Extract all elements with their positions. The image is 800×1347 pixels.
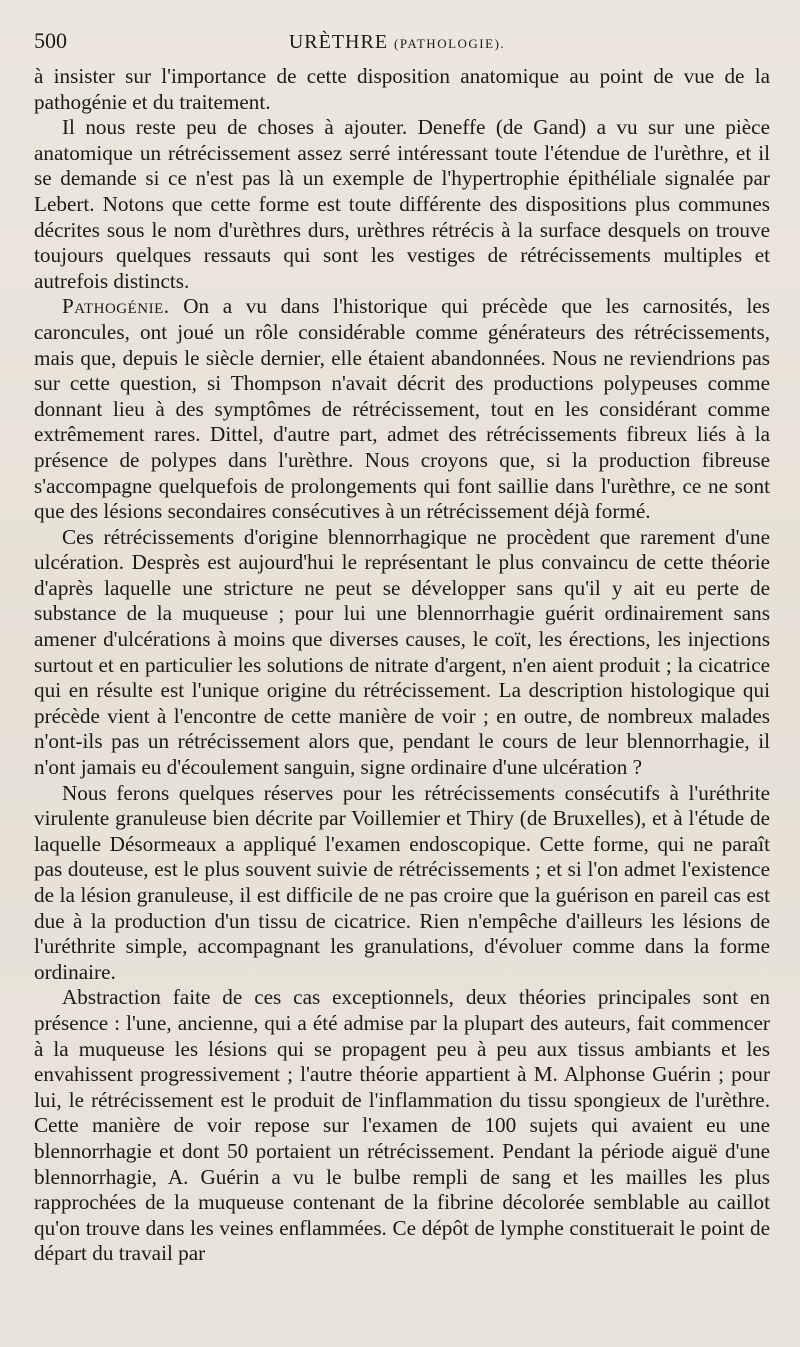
page-number: 500 <box>34 28 67 53</box>
running-title <box>104 31 770 54</box>
running-title-main: URÈTHRE <box>288 31 389 53</box>
running-head <box>34 28 770 64</box>
paragraph-6: Abstraction faite de ces cas exceptionnels, deux théories principales sont en présence : l'une, ancienne, qui a été admise par la plupart des auteurs, fait commencer à la muqueuse les lésions qui se propagent peu à peu aux tissus ambiants et les envahissent progressivement ; l'autre théorie appartient à M. Alphonse Guérin ; pour lui, le rétrécissement est le produit de l'inflammation du tissu spongieux de l'urèthre. Cette manière de voir repose sur l'examen de 100 sujets qui avaient eu une blennorrhagie et dont 50 portaient un rétrécissement. Pendant la période aiguë d'une blennorrhagie, A. Guérin a vu le bulbe rempli de sang et les mailles les plus rapprochées de la muqueuse contenant de la fibrine décolorée semblable au caillot qu'on trouve dans les veines enflammées. Ce dépôt de lymphe constituerait le point de départ du travail par <box>34 985 770 1266</box>
paragraph-4: Ces rétrécissements d'origine blennorrhagique ne procèdent que rarement d'une ulcération. Desprès est aujourd'hui le représentant le plus convaincu de cette théorie d'après laquelle une stricture ne peut se développer sans qu'il y ait eu perte de substance de la muqueuse ; pour lui une blennorrhagie guérit ordinairement sans amener d'ulcérations à moins que diverses causes, le coït, les érections, les injections surtout et en particulier les solutions de nitrate d'argent, n'en aient produit ; la cicatrice qui en résulte est l'unique origine du rétrécissement. La description histologique qui précède vient à l'encontre de cette manière de voir ; en outre, de nombreux malades n'ont-ils pas un rétrécissement alors que, pendant le cours de leur blennorrhagie, il n'ont jamais eu d'écoulement sanguin, signe ordinaire d'une ulcération ? <box>34 524 770 780</box>
section-heading-pathogenie: Pathogénie. <box>62 294 170 319</box>
running-title-sub: (PATHOLOGIE). <box>394 36 506 51</box>
paragraph-2: Il nous reste peu de choses à ajouter. Deneffe (de Gand) a vu sur une pièce anatomique un rétrécissement assez serré intéressant toute l'étendue de l'urèthre, et il se demande si ce n'est pas là un exemple de l'hypertrophie épithéliale signalée par Lebert. Notons que cette forme est toute différente des dispositions plus communes décrites sous le nom d'urèthres durs, urèthres rétrécis à la surface desquels on trouve toujours quelques ressauts qui sont les vestiges de rétrécissements multiples et autrefois distincts. <box>34 115 770 293</box>
paragraph-3-text: On a vu dans l'historique qui précède que les carnosités, les caroncules, ont joué un rôle considérable comme générateurs des rétrécissements, mais que, depuis le siècle dernier, elle étaient abandonnées. Nous ne reviendrions pas sur cette question, si Thompson n'avait décrit des productions polypeuses comme donnant lieu à des symptômes de rétrécissement, tout en les considérant comme extrêmement rares. Dittel, d'autre part, admet des rétrécissements fibreux liés à la présence de polypes dans l'urèthre. Nous croyons que, si la production fibreuse s'accompagne quelquefois de prolongements qui font saillie dans l'urèthre, ce ne sont que des lésions secondaires consécutives à un rétrécissement déjà formé. <box>34 294 770 524</box>
body-text <box>34 64 770 1267</box>
paragraph-3 <box>34 294 770 524</box>
paragraph-1: à insister sur l'importance de cette disposition anatomique au point de vue de la pathogénie et du traitement. <box>34 64 770 114</box>
paragraph-5: Nous ferons quelques réserves pour les rétrécissements consécutifs à l'uréthrite virulente granuleuse bien décrite par Voillemier et Thiry (de Bruxelles), et à l'étude de laquelle Désormeaux a appliqué l'examen endoscopique. Cette forme, qui ne paraît pas douteuse, est le plus souvent suivie de rétrécissements ; et si l'on admet l'existence de la lésion granuleuse, il est difficile de ne pas croire que la guérison en pareil cas est due à la production d'un tissu de cicatrice. Rien n'empêche d'ailleurs les lésions de l'uréthrite simple, accompagnant les granulations, d'évoluer comme dans la forme ordinaire. <box>34 780 770 984</box>
